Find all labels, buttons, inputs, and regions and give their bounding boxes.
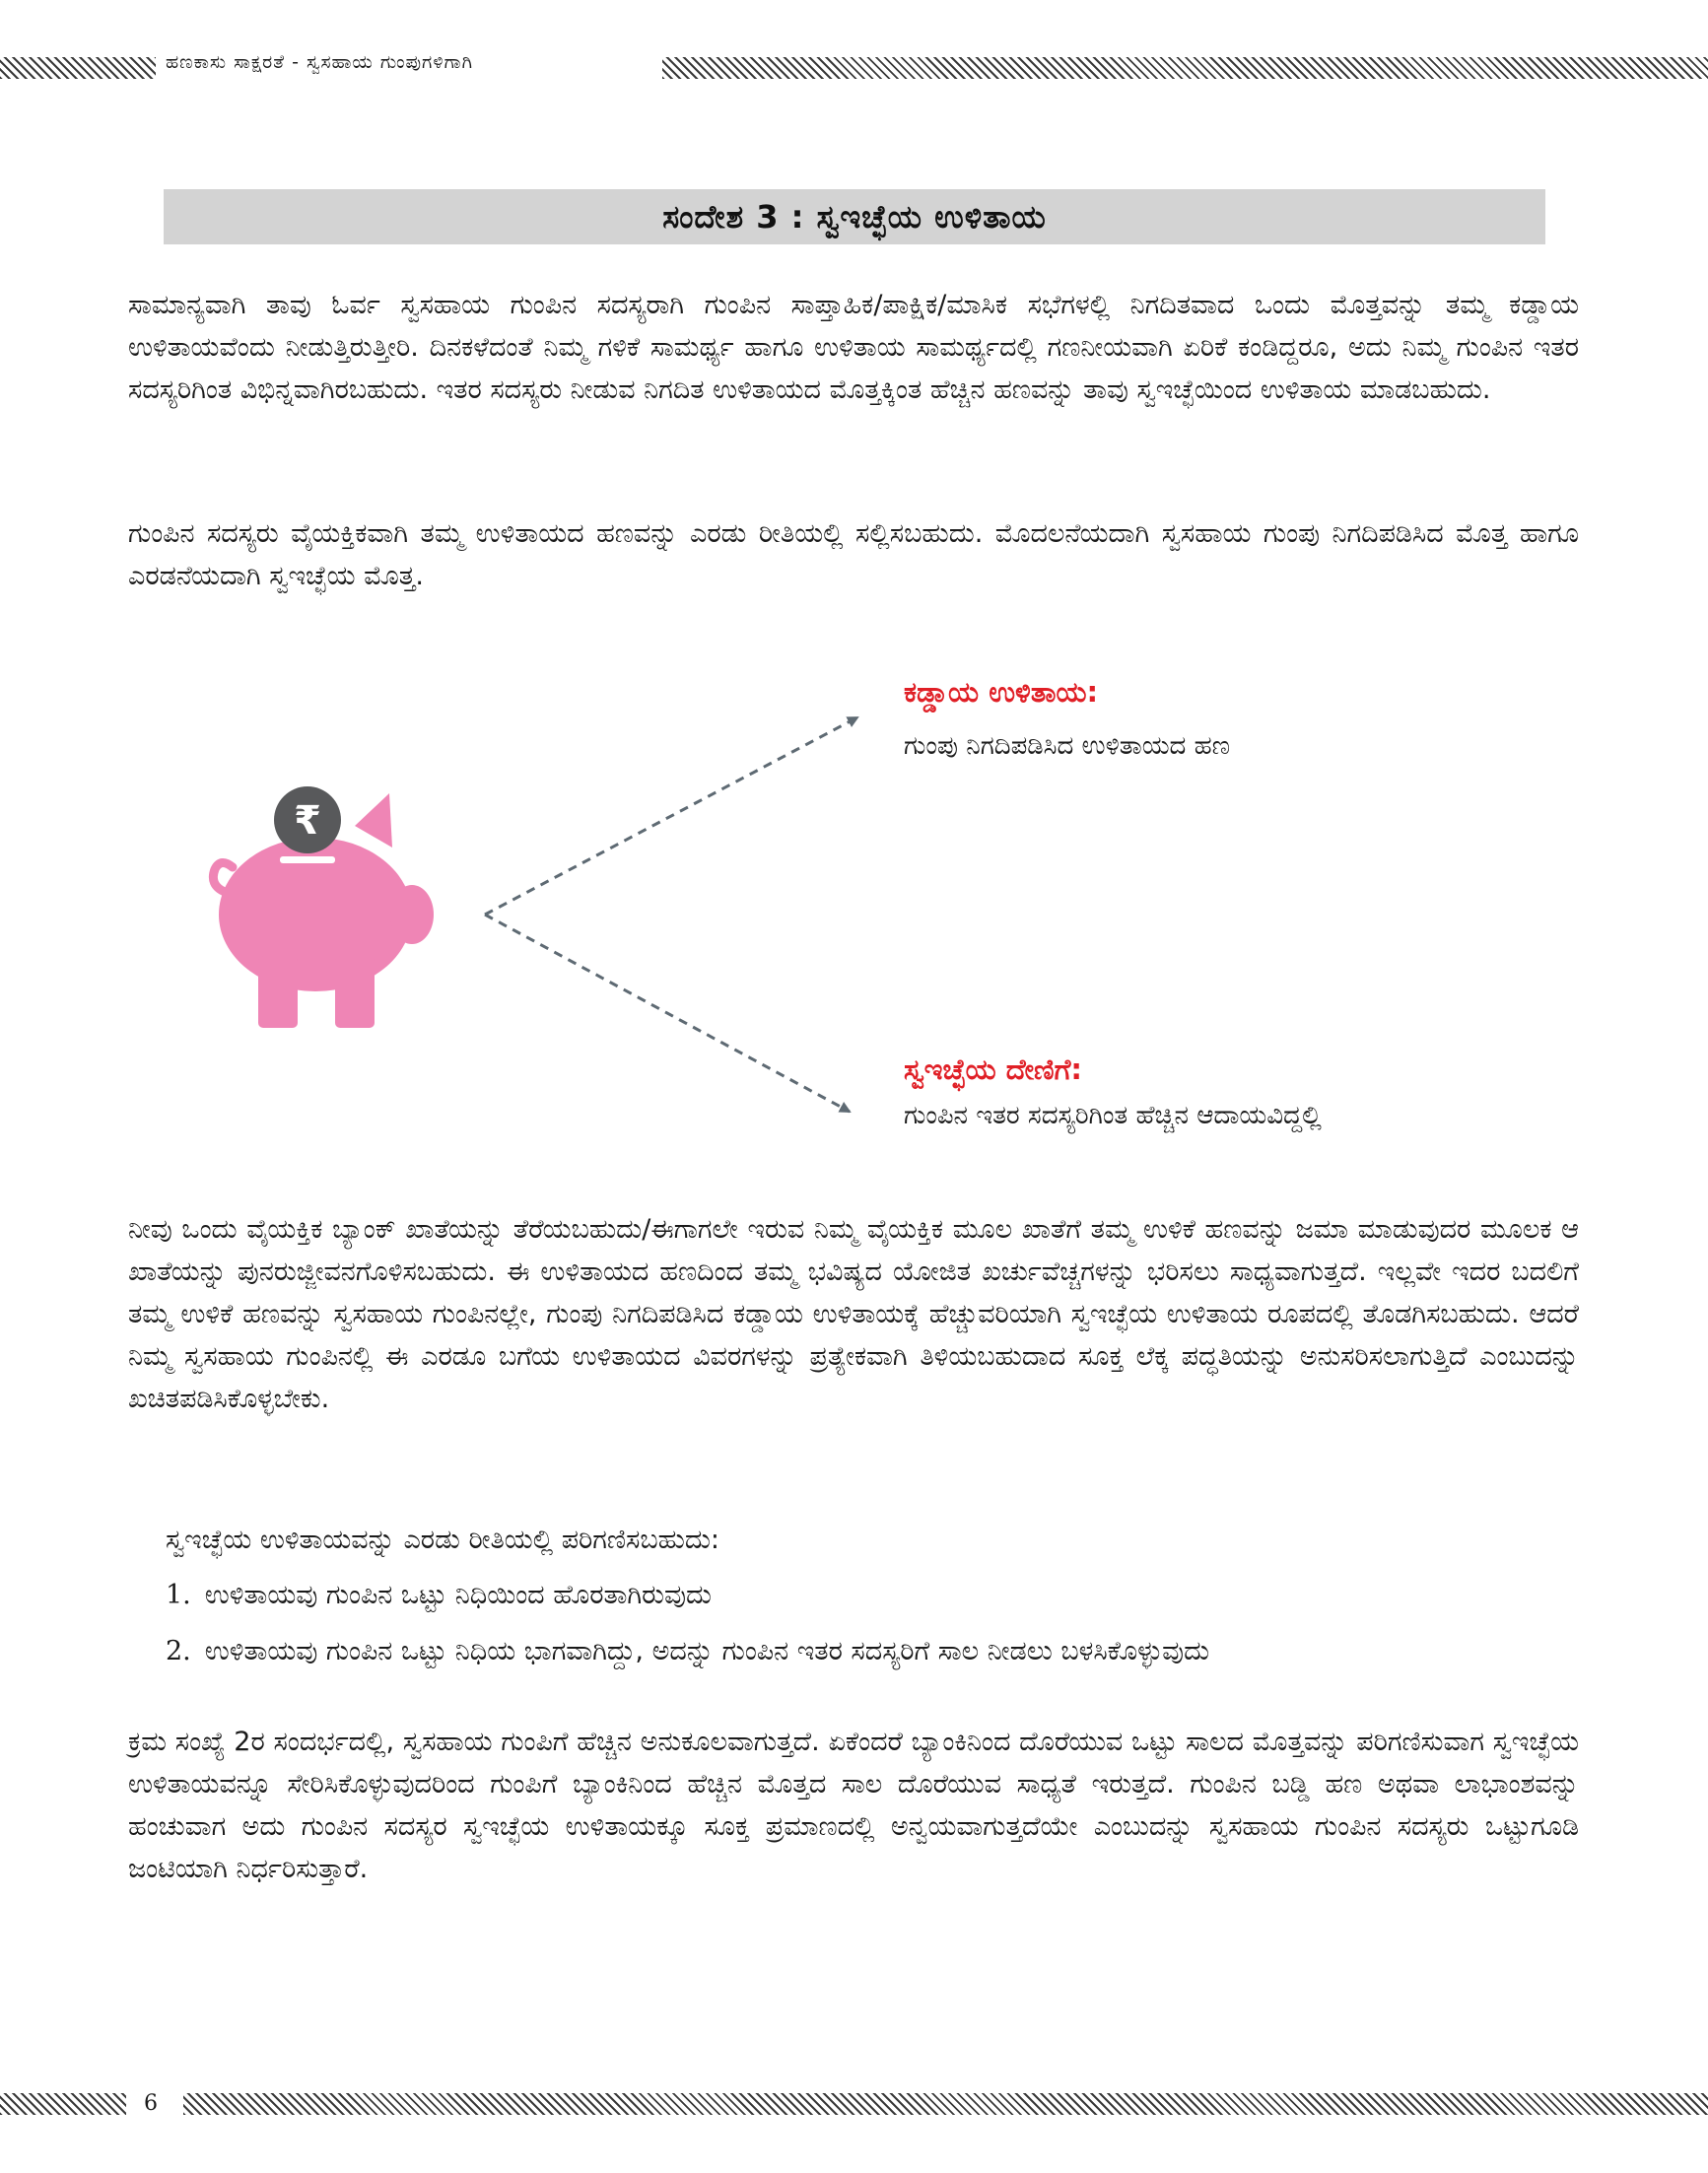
- footer-hatch-left: [0, 2093, 126, 2115]
- paragraph-1: ಸಾಮಾನ್ಯವಾಗಿ ತಾವು ಓರ್ವ ಸ್ವಸಹಾಯ ಗುಂಪಿನ ಸದಸ್ಯರಾಗಿ ಗುಂಪಿನ ಸಾಪ್ತಾಹಿಕ/ಪಾಕ್ಷಿಕ/ಮಾಸಿಕ ಸಭೆಗಳಲ್ಲಿ ನಿಗದಿತವಾದ ಒಂದು ಮೊತ್ತವನ್ನು ತಮ್ಮ ಕಡ್ಡಾಯ ಉಳಿತಾಯವೆಂದು ನೀಡುತ್ತಿರುತ್ತೀರಿ. ದಿನಕಳೆದಂತೆ ನಿಮ್ಮ ಗಳಿಕೆ ಸಾಮರ್ಥ್ಯ ಹಾಗೂ ಉಳಿತಾಯ ಸಾಮರ್ಥ್ಯದಲ್ಲಿ ಗಣನೀಯವಾಗಿ ಏರಿಕೆ ಕಂಡಿದ್ದರೂ, ಅದು ನಿಮ್ಮ ಗುಂಪಿನ ಇತರ ಸದಸ್ಯರಿಗಿಂತ ವಿಭಿನ್ನವಾಗಿರಬಹುದು. ಇತರ ಸದಸ್ಯರು ನೀಡುವ ನಿಗದಿತ ಉಳಿತಾಯದ ಮೊತ್ತಕ್ಕಿಂತ ಹೆಚ್ಚಿನ ಹಣವನ್ನು ತಾವು ಸ್ವಇಚ್ಛೆಯಿಂದ ಉಳಿತಾಯ ಮಾಡಬಹುದು.: [128, 290, 1579, 405]
- list-item-number: 2.: [166, 1636, 191, 1666]
- compulsory-savings-text: ಗುಂಪು ನಿಗದಿಪಡಿಸಿದ ಉಳಿತಾಯದ ಹಣ: [904, 731, 1231, 761]
- coin-slot: [280, 856, 335, 863]
- voluntary-contribution-heading: ಸ್ವಇಚ್ಛೆಯ ದೇಣಿಗೆ:: [904, 1053, 1083, 1086]
- list-item-text: ಉಳಿತಾಯವು ಗುಂಪಿನ ಒಟ್ಟು ನಿಧಿಯಿಂದ ಹೊರತಾಗಿರುವುದು: [204, 1580, 713, 1610]
- rupee-symbol: ₹: [294, 798, 321, 844]
- running-header-title: ಹಣಕಾಸು ಸಾಕ್ಷರತೆ - ಸ್ವಸಹಾಯ ಗುಂಪುಗಳಿಗಾಗಿ: [166, 51, 474, 73]
- paragraph-2: ಗುಂಪಿನ ಸದಸ್ಯರು ವೈಯಕ್ತಿಕವಾಗಿ ತಮ್ಮ ಉಳಿತಾಯದ ಹಣವನ್ನು ಎರಡು ರೀತಿಯಲ್ಲಿ ಸಲ್ಲಿಸಬಹುದು. ಮೊದಲನೆಯದಾಗಿ ಸ್ವಸಹಾಯ ಗುಂಪು ನಿಗದಿಪಡಿಸಿದ ಮೊತ್ತ ಹಾಗೂ ಎರಡನೆಯದಾಗಿ ಸ್ವಇಚ್ಛೆಯ ಮೊತ್ತ.: [128, 518, 1579, 591]
- list-intro: ಸ್ವಇಚ್ಛೆಯ ಉಳಿತಾಯವನ್ನು ಎರಡು ರೀತಿಯಲ್ಲಿ ಪರಿಗಣಿಸಬಹುದು:: [166, 1525, 720, 1555]
- list-item-text: ಉಳಿತಾಯವು ಗುಂಪಿನ ಒಟ್ಟು ನಿಧಿಯ ಭಾಗವಾಗಿದ್ದು, ಅದನ್ನು ಗುಂಪಿನ ಇತರ ಸದಸ್ಯರಿಗೆ ಸಾಲ ನೀಡಲು ಬಳಸಿಕೊಳ್ಳುವುದು: [204, 1636, 1210, 1666]
- paragraph-3: ನೀವು ಒಂದು ವೈಯಕ್ತಿಕ ಬ್ಯಾಂಕ್ ಖಾತೆಯನ್ನು ತೆರೆಯಬಹುದು/ಈಗಾಗಲೇ ಇರುವ ನಿಮ್ಮ ವೈಯಕ್ತಿಕ ಮೂಲ ಖಾತೆಗೆ ತಮ್ಮ ಉಳಿಕೆ ಹಣವನ್ನು ಜಮಾ ಮಾಡುವುದರ ಮೂಲಕ ಆ ಖಾತೆಯನ್ನು ಪುನರುಜ್ಜೀವನಗೊಳಿಸಬಹುದು. ಈ ಉಳಿತಾಯದ ಹಣದಿಂದ ತಮ್ಮ ಭವಿಷ್ಯದ ಯೋಜಿತ ಖರ್ಚುವೆಚ್ಚಗಳನ್ನು ಭರಿಸಲು ಸಾಧ್ಯವಾಗುತ್ತದೆ. ಇಲ್ಲವೇ ಇದರ ಬದಲಿಗೆ ತಮ್ಮ ಉಳಿಕೆ ಹಣವನ್ನು ಸ್ವಸಹಾಯ ಗುಂಪಿನಲ್ಲೇ, ಗುಂಪು ನಿಗದಿಪಡಿಸಿದ ಕಡ್ಡಾಯ ಉಳಿತಾಯಕ್ಕೆ ಹೆಚ್ಚುವರಿಯಾಗಿ ಸ್ವಇಚ್ಛೆಯ ಉಳಿತಾಯ ರೂಪದಲ್ಲಿ ತೊಡಗಿಸಬಹುದು. ಆದರೆ ನಿಮ್ಮ ಸ್ವಸಹಾಯ ಗುಂಪಿನಲ್ಲಿ ಈ ಎರಡೂ ಬಗೆಯ ಉಳಿತಾಯದ ವಿವರಗಳನ್ನು ಪ್ರತ್ಯೇಕವಾಗಿ ತಿಳಿಯಬಹುದಾದ ಸೂಕ್ತ ಲೆಕ್ಕ ಪದ್ಧತಿಯನ್ನು ಅನುಸರಿಸಲಾಗುತ್ತಿದೆ ಎಂಬುದನ್ನು ಖಚಿತಪಡಿಸಿಕೊಳ್ಳಬೇಕು.: [128, 1214, 1579, 1414]
- page-number: 6: [144, 2091, 158, 2116]
- list-item-number: 1.: [166, 1580, 191, 1610]
- piggy-eye: [264, 836, 272, 844]
- list-item-2: [166, 1636, 1209, 1667]
- footer-hatch-right: [183, 2093, 1708, 2115]
- arrow-to-voluntary: [485, 915, 850, 1112]
- rupee-coin-icon: [274, 786, 341, 853]
- compulsory-savings-heading: ಕಡ್ಡಾಯ ಉಳಿತಾಯ:: [904, 675, 1099, 709]
- list-item-1: [166, 1580, 712, 1611]
- paragraph-4: ಕ್ರಮ ಸಂಖ್ಯೆ 2ರ ಸಂದರ್ಭದಲ್ಲಿ, ಸ್ವಸಹಾಯ ಗುಂಪಿಗೆ ಹೆಚ್ಚಿನ ಅನುಕೂಲವಾಗುತ್ತದೆ. ಏಕೆಂದರೆ ಬ್ಯಾಂಕಿನಿಂದ ದೊರೆಯುವ ಒಟ್ಟು ಸಾಲದ ಮೊತ್ತವನ್ನು ಪರಿಗಣಿಸುವಾಗ ಸ್ವಇಚ್ಛೆಯ ಉಳಿತಾಯವನ್ನೂ ಸೇರಿಸಿಕೊಳ್ಳುವುದರಿಂದ ಗುಂಪಿಗೆ ಬ್ಯಾಂಕಿನಿಂದ ಹೆಚ್ಚಿನ ಮೊತ್ತದ ಸಾಲ ದೊರೆಯುವ ಸಾಧ್ಯತೆ ಇರುತ್ತದೆ. ಗುಂಪಿನ ಬಡ್ಡಿ ಹಣ ಅಥವಾ ಲಾಭಾಂಶವನ್ನು ಹಂಚುವಾಗ ಅದು ಗುಂಪಿನ ಸದಸ್ಯರ ಸ್ವಇಚ್ಛೆಯ ಉಳಿತಾಯಕ್ಕೂ ಸೂಕ್ತ ಪ್ರಮಾಣದಲ್ಲಿ ಅನ್ವಯವಾಗುತ್ತದೆಯೇ ಎಂಬುದನ್ನು ಸ್ವಸಹಾಯ ಗುಂಪಿನ ಸದಸ್ಯರು ಒಟ್ಟುಗೂಡಿ ಜಂಟಿಯಾಗಿ ನಿರ್ಧರಿಸುತ್ತಾರೆ.: [128, 1727, 1579, 1884]
- voluntary-contribution-text: ಗುಂಪಿನ ಇತರ ಸದಸ್ಯರಿಗಿಂತ ಹೆಚ್ಚಿನ ಆದಾಯವಿದ್ದಲ್ಲಿ: [904, 1101, 1322, 1130]
- arrow-to-compulsory: [485, 717, 857, 915]
- section-title: ಸಂದೇಶ 3 : ಸ್ವಇಚ್ಛೆಯ ಉಳಿತಾಯ: [662, 197, 1047, 236]
